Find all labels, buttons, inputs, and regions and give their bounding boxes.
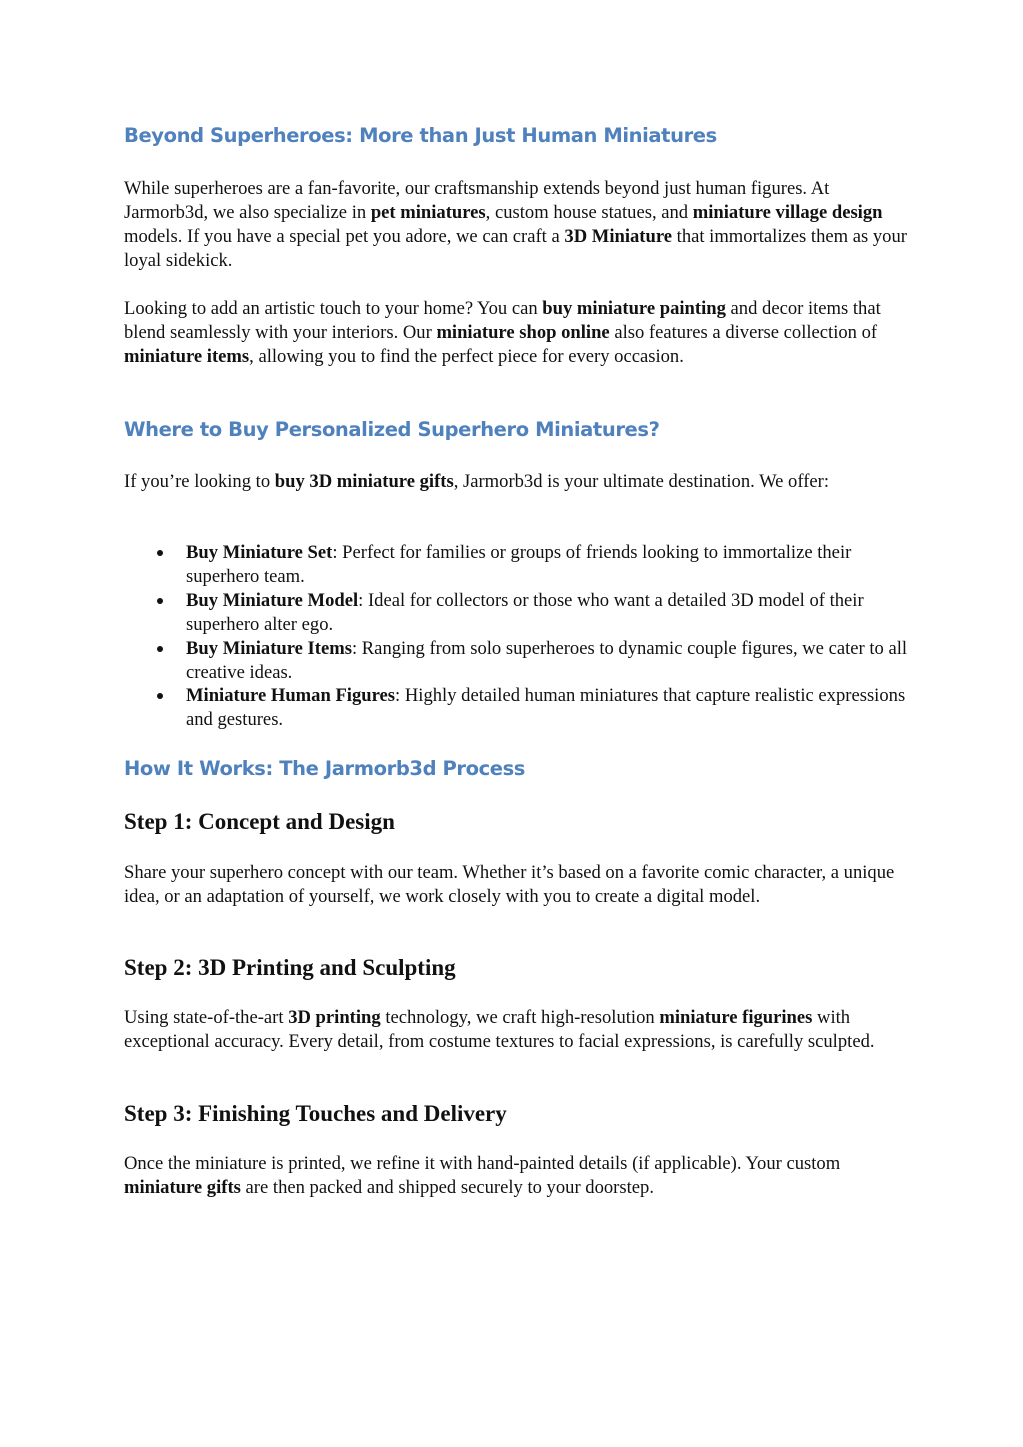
text-span: Looking to add an artistic touch to your home? You can xyxy=(124,298,543,319)
step2-text xyxy=(124,1006,914,1054)
step1-title: Step 1: Concept and Design xyxy=(124,809,395,834)
section-heading-beyond-superheroes: Beyond Superheroes: More than Just Human Miniatures xyxy=(124,124,717,147)
bold-term: miniature gifts xyxy=(124,1176,241,1198)
text-span: that immortalizes them as your loyal sidekick. xyxy=(124,225,907,271)
bold-term: 3D Miniature xyxy=(564,225,672,247)
bold-term: pet miniatures xyxy=(370,201,486,223)
section-heading-how-it-works: How It Works: The Jarmorb3d Process xyxy=(124,757,526,780)
step1-text: Share your superhero concept with our team. Whether it’s based on a favorite comic character, a unique idea, or an adaptation of yourself, we work closely with you to create a digital model. xyxy=(124,862,895,907)
text-span: with exceptional accuracy. Every detail, from costume textures to facial expressions, is carefully sculpted. xyxy=(124,1007,875,1052)
text-span: , Jarmorb3d is your ultimate destination. We offer: xyxy=(453,471,830,492)
bold-term: miniature shop online xyxy=(436,321,610,343)
text-span: : Perfect for families or groups of friends looking to immortalize their superhero team. xyxy=(186,542,852,587)
bold-term: Buy Miniature Model xyxy=(186,589,359,611)
bullet-icon xyxy=(157,646,163,652)
offer-list xyxy=(124,541,914,732)
text-span: : Ranging from solo superheroes to dynamic couple figures, we cater to all creative ideas. xyxy=(186,637,908,683)
bold-term: miniature items xyxy=(124,345,250,367)
text-span: , allowing you to find the perfect piece for every occasion. xyxy=(249,345,684,367)
bullet-icon xyxy=(157,550,163,556)
text-span: If you’re looking to xyxy=(124,471,275,492)
text-span: Using state-of-the-art xyxy=(124,1007,289,1028)
list-item xyxy=(124,589,914,637)
text-span: technology, we craft high-resolution xyxy=(380,1007,660,1028)
bold-term: buy miniature painting xyxy=(542,298,726,319)
step2-title: Step 2: 3D Printing and Sculpting xyxy=(124,955,456,980)
list-item xyxy=(124,684,914,732)
paragraph-artistic-touch xyxy=(124,297,914,369)
bold-term: buy 3D miniature gifts xyxy=(274,471,454,492)
paragraph-buy-intro xyxy=(124,470,914,494)
bullet-icon xyxy=(157,693,163,699)
text-span: also features a diverse collection of xyxy=(609,321,878,343)
section-heading-where-to-buy: Where to Buy Personalized Superhero Miniatures? xyxy=(124,418,660,441)
text-span: , custom house statues, and xyxy=(485,201,693,223)
bold-term: Miniature Human Figures xyxy=(186,685,396,707)
text-span: and decor items that blend seamlessly with your interiors. Our xyxy=(124,298,881,343)
step3-text xyxy=(124,1152,914,1200)
text-span: While superheroes are a fan-favorite, our craftsmanship extends beyond just human figures. At Jarmorb3d, we also specialize in xyxy=(124,178,830,223)
bullet-icon xyxy=(157,598,163,604)
text-span: Once the miniature is printed, we refine it with hand-painted details (if applicable). Your custom xyxy=(124,1153,841,1174)
paragraph-pet-miniatures xyxy=(124,177,914,273)
bold-term: miniature figurines xyxy=(659,1007,813,1028)
text-span: are then packed and shipped securely to your doorstep. xyxy=(240,1176,654,1198)
text-span: : Highly detailed human miniatures that capture realistic expressions and gestures. xyxy=(186,685,906,731)
text-span: models. If you have a special pet you adore, we can craft a xyxy=(124,225,565,247)
list-item xyxy=(124,541,914,589)
bold-term: miniature village design xyxy=(692,201,883,223)
bold-term: 3D printing xyxy=(288,1007,381,1028)
step3-title: Step 3: Finishing Touches and Delivery xyxy=(124,1101,507,1126)
bold-term: Buy Miniature Set xyxy=(186,542,333,563)
list-item xyxy=(124,637,914,685)
text-span: : Ideal for collectors or those who want a detailed 3D model of their superhero alter ego. xyxy=(186,589,864,635)
bold-term: Buy Miniature Items xyxy=(186,637,352,659)
